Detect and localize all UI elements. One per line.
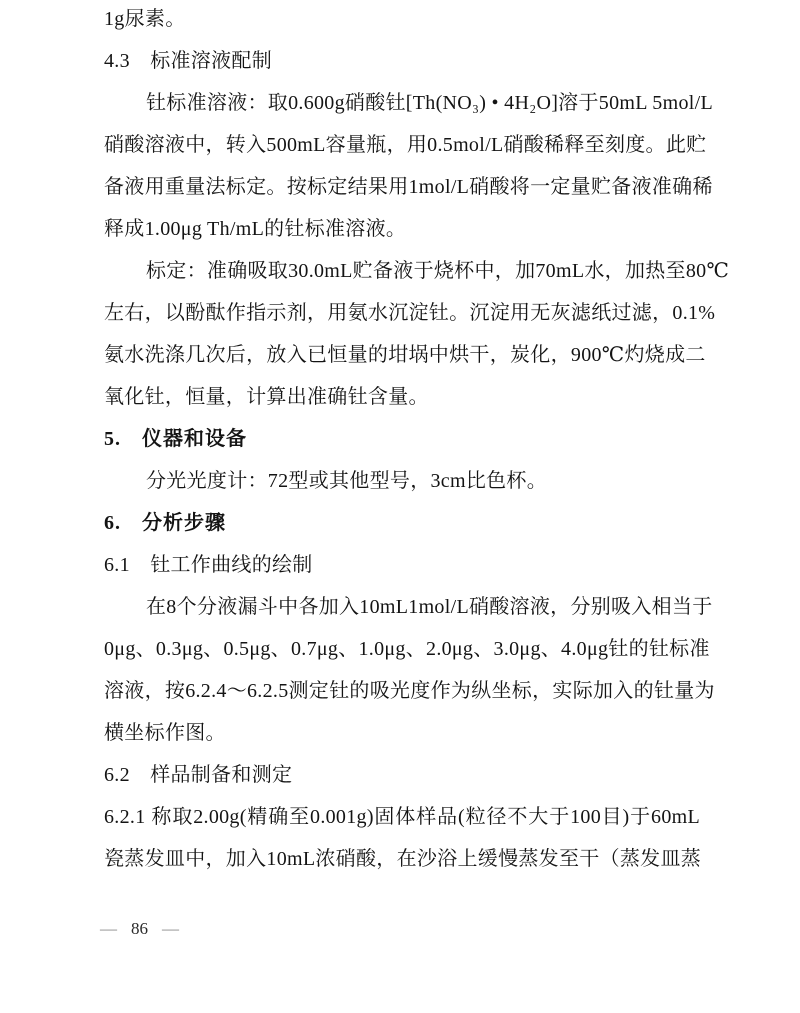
section-heading-5: 5. 仪器和设备	[104, 428, 247, 450]
paragraph-line: 氨水洗涤几次后，放入已恒量的坩埚中烘干，炭化，900℃灼烧成二	[104, 344, 706, 366]
paragraph-line: 横坐标作图。	[104, 722, 226, 744]
footer-dash-left: —	[100, 919, 117, 938]
footer-dash-right: —	[162, 919, 179, 938]
paragraph-line: 在8个分液漏斗中各加入10mL1mol/L硝酸溶液，分别吸入相当于	[146, 596, 713, 618]
paragraph-line: 6.2.1 称取2.00g(精确至0.001g)固体样品(粒径不大于100目)于60mL	[104, 806, 700, 828]
paragraph-line: 释成1.00μg Th/mL的钍标准溶液。	[104, 218, 407, 240]
section-heading-6: 6. 分析步骤	[104, 512, 226, 534]
paragraph-line: 硝酸溶液中，转入500mL容量瓶，用0.5mol/L硝酸稀释至刻度。此贮	[104, 134, 707, 156]
page-number: 86	[131, 919, 148, 938]
paragraph-line: 左右，以酚酞作指示剂，用氨水沉淀钍。沉淀用无灰滤纸过滤，0.1%	[104, 302, 716, 324]
page-footer	[100, 916, 179, 942]
document-text-block	[104, 0, 730, 880]
paragraph-line: 钍标准溶液：取0.600g硝酸钍[Th(NO₃) • 4H₂O]溶于50mL 5mol/L	[146, 92, 713, 114]
paragraph-line: 瓷蒸发皿中，加入10mL浓硝酸，在沙浴上缓慢蒸发至干（蒸发皿蒸	[104, 848, 702, 870]
paragraph-line: 1g尿素。	[104, 8, 186, 30]
paragraph-line: 溶液，按6.2.4～6.2.5测定钍的吸光度作为纵坐标，实际加入的钍量为	[104, 680, 715, 702]
paragraph-line: 分光光度计：72型或其他型号，3cm比色杯。	[146, 470, 548, 492]
paragraph-line: 备液用重量法标定。按标定结果用1mol/L硝酸将一定量贮备液准确稀	[104, 176, 713, 198]
section-heading-4-3: 4.3 标准溶液配制	[104, 50, 272, 72]
section-heading-6-1: 6.1 钍工作曲线的绘制	[104, 554, 313, 576]
paragraph-line: 标定：准确吸取30.0mL贮备液于烧杯中，加70mL水，加热至80℃	[146, 260, 730, 282]
paragraph-line: 0μg、0.3μg、0.5μg、0.7μg、1.0μg、2.0μg、3.0μg、4.0μg钍的钍标准	[104, 638, 710, 660]
paragraph-line: 氧化钍，恒量，计算出准确钍含量。	[104, 386, 429, 408]
section-heading-6-2: 6.2 样品制备和测定	[104, 764, 293, 786]
